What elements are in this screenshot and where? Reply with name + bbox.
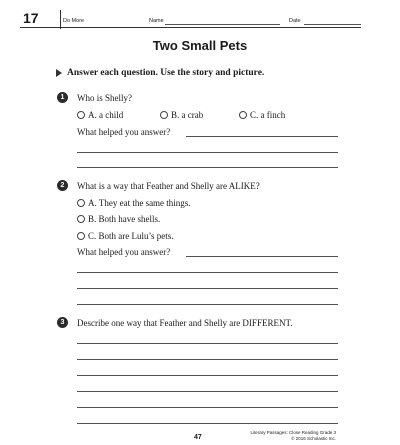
answer-line[interactable]: [77, 152, 338, 153]
question-2-option-c[interactable]: [77, 231, 174, 241]
question-2-text: What is a way that Feather and Shelly are ALIKE?: [77, 181, 260, 191]
answer-line[interactable]: [77, 343, 338, 344]
option-label: B. Both have shells.: [88, 214, 161, 224]
header-rule: [20, 27, 361, 28]
radio-circle-icon: [77, 199, 85, 207]
question-2-helper: What helped you answer?: [77, 247, 171, 257]
radio-circle-icon: [77, 111, 85, 119]
radio-circle-icon: [77, 232, 85, 240]
answer-line[interactable]: [77, 304, 338, 305]
question-1-option-a[interactable]: [77, 110, 123, 120]
answer-line[interactable]: [186, 136, 338, 137]
answer-line[interactable]: [77, 167, 338, 168]
question-1-option-c[interactable]: [239, 110, 285, 120]
question-1-text: Who is Shelly?: [77, 93, 132, 103]
question-1-helper: What helped you answer?: [77, 127, 171, 137]
instructions: Answer each question. Use the story and picture.: [67, 68, 265, 78]
question-1-number: 1: [57, 92, 68, 103]
option-label: B. a crab: [171, 110, 204, 120]
lesson-number: 17: [23, 10, 39, 26]
credit-line-2: © 2016 Scholastic Inc.: [291, 435, 336, 441]
answer-line[interactable]: [77, 359, 338, 360]
answer-line[interactable]: [77, 407, 338, 408]
option-label: C. a finch: [250, 110, 286, 120]
name-field[interactable]: [165, 24, 280, 25]
page-number: 47: [194, 434, 202, 441]
worksheet-header: [0, 0, 400, 40]
option-label: C. Both are Lulu’s pets.: [88, 231, 174, 241]
question-2-option-a[interactable]: [77, 198, 191, 208]
option-label: A. They eat the same things.: [88, 198, 191, 208]
answer-line[interactable]: [77, 288, 338, 289]
answer-line[interactable]: [186, 256, 338, 257]
page-title: Two Small Pets: [152, 38, 248, 53]
credit-line-1: Literary Passages: Close Reading Grade 3: [250, 430, 336, 435]
answer-line[interactable]: [77, 272, 338, 273]
option-label: A. a child: [88, 110, 124, 120]
radio-circle-icon: [239, 111, 247, 119]
question-2-option-b[interactable]: [77, 214, 160, 224]
radio-circle-icon: [160, 111, 168, 119]
radio-circle-icon: [77, 215, 85, 223]
question-1-option-b[interactable]: [160, 110, 203, 120]
section-label: Do More: [63, 18, 85, 24]
arrow-right-icon: [56, 69, 62, 77]
credit-line: [250, 430, 336, 441]
answer-line[interactable]: [77, 391, 338, 392]
question-3-text: Describe one way that Feather and Shelly are DIFFERENT.: [77, 318, 293, 328]
name-label: Name: [149, 18, 164, 24]
question-2-number: 2: [57, 180, 68, 191]
answer-line[interactable]: [77, 423, 338, 424]
answer-line[interactable]: [77, 375, 338, 376]
date-field[interactable]: [304, 24, 361, 25]
question-3-number: 3: [57, 317, 68, 328]
date-label: Date: [289, 18, 301, 24]
